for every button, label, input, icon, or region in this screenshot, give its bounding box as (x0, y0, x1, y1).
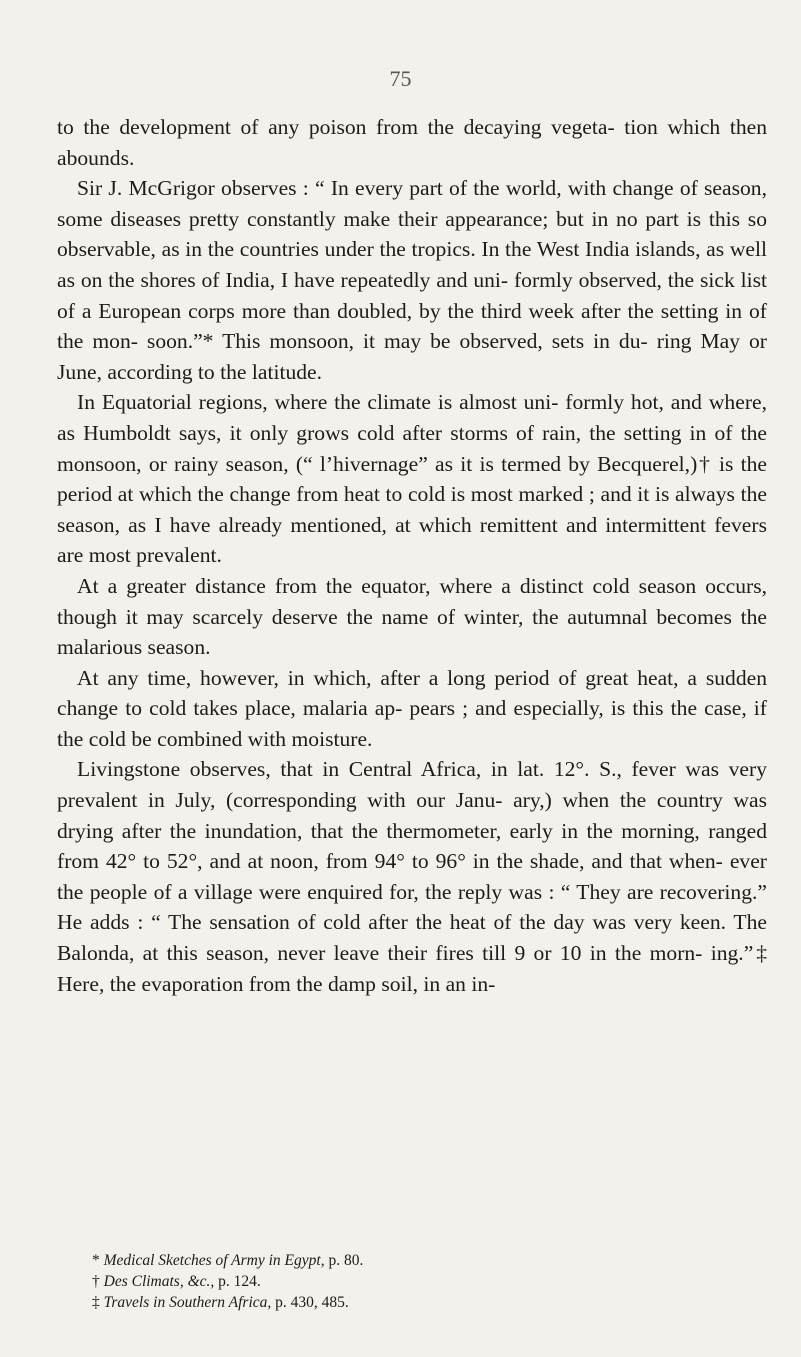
paragraph-3: In Equatorial regions, where the climate is almost uni- formly hot, and where, as Humboldt says, it only grows cold after storms of rain, the setting in of the monsoon, or rainy season, (“ l’hivernage” as it is termed by Becquerel,)† is the period at which the change from heat to cold is most marked ; and it is always the season, as I have already mentioned, at which remittent and intermittent fevers are most prevalent. (57, 390, 767, 568)
footnote-ref: p. 80. (328, 1252, 364, 1269)
footnote-title: Medical Sketches of Army in Egypt, (103, 1252, 325, 1269)
footnote-ref: p. 430, 485. (275, 1294, 349, 1311)
paragraph-1: to the development of any poison from the decaying vegeta- tion which then abounds. (57, 115, 767, 170)
footnote-1 (92, 1250, 752, 1271)
paragraph-6: Livingstone observes, that in Central Africa, in lat. 12°. S., fever was very prevalent in July, (corresponding with our Janu- ary,) when the country was drying after the inundation, that the thermometer, early in the morning, ranged from 42° to 52°, and at noon, from 94° to 96° in the shade, and that when- ever the people of a village were enquired for, the reply was : “ They are recovering.” He adds : “ The sensation of cold after the heat of the day was very keen. The Balonda, at this season, never leave their fires till 9 or 10 in the morn- ing.”‡ Here, the evaporation from the damp soil, in an in- (57, 757, 767, 996)
footnote-mark: ‡ (92, 1294, 100, 1311)
footnote-title: Travels in Southern Africa, (103, 1294, 272, 1311)
body-text (57, 112, 767, 999)
footnote-2 (92, 1271, 752, 1292)
footnote-mark: * (92, 1252, 100, 1269)
footnote-ref: p. 124. (218, 1273, 261, 1290)
paragraph-5: At any time, however, in which, after a long period of great heat, a sudden change to cold takes place, malaria ap- pears ; and especially, is this the case, if the cold be combined with moisture. (57, 665, 767, 751)
footnotes (92, 1250, 752, 1313)
paragraph-2: Sir J. McGrigor observes : “ In every part of the world, with change of season, some diseases pretty constantly make their appearance; but in no part is this so observable, as in the countries under the tropics. In the West India islands, as well as on the shores of India, I have repeatedly and uni- formly observed, the sick list of a European corps more than doubled, by the third week after the setting in of the mon- soon.”* This monsoon, it may be observed, sets in du- ring May or June, according to the latitude. (57, 176, 767, 384)
footnote-mark: † (92, 1273, 100, 1290)
paragraph-4: At a greater distance from the equator, where a distinct cold season occurs, though it may scarcely deserve the name of winter, the autumnal becomes the malarious season. (57, 573, 767, 660)
page-number: 75 (389, 66, 412, 91)
footnote-3 (92, 1292, 752, 1313)
footnote-title: Des Climats, &c., (103, 1273, 215, 1290)
